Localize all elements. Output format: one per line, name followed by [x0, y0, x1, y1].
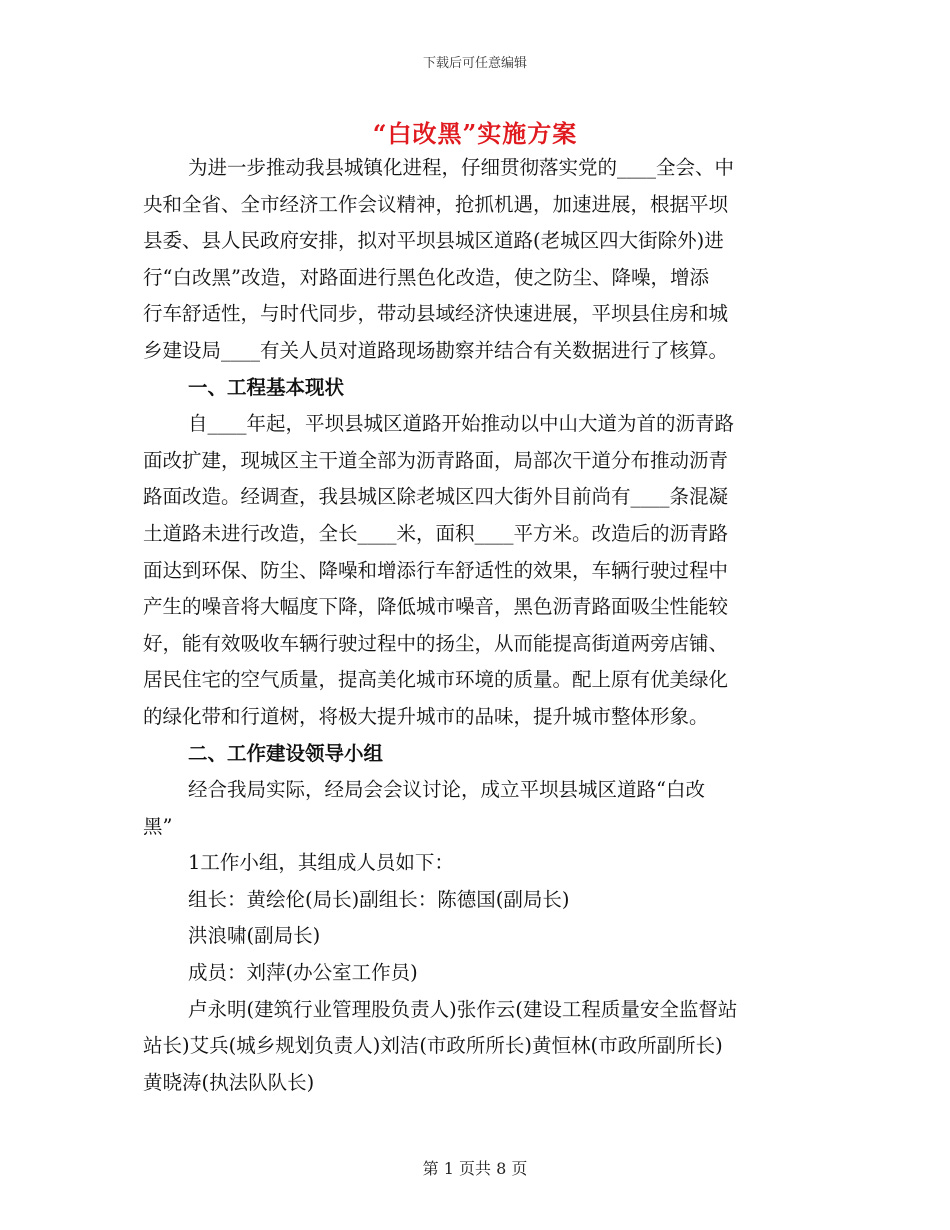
paragraph-line: 站长)艾兵(城乡规划负责人)刘洁(市政所所长)黄恒林(市政所副所长)	[143, 1034, 723, 1058]
paragraph-line: 央和全省、全市经济工作会议精神，抢抓机遇，加速进展，根据平坝	[143, 192, 729, 216]
paragraph-line: 路面改造。经调查，我县城区除老城区四大街外目前尚有____条混凝	[143, 485, 729, 509]
paragraph-line: 卢永明(建筑行业管理股负责人)张作云(建设工程质量安全监督站	[188, 997, 738, 1021]
paragraph-line: 1工作小组，其组成人员如下：	[188, 851, 454, 875]
paragraph-line: 黑”	[143, 814, 173, 838]
paragraph-line: 黄晓涛(执法队队长)	[143, 1070, 315, 1094]
document-body	[143, 150, 808, 1101]
section-heading: 二、工作建设领导小组	[188, 741, 384, 765]
paragraph-line: 好，能有效吸收车辆行驶过程中的扬尘，从而能提高街道两旁店铺、	[143, 631, 729, 655]
paragraph-line: 居民住宅的空气质量，提高美化城市环境的质量。配上原有优美绿化	[143, 668, 729, 692]
paragraph-line: 的绿化带和行道树，将极大提升城市的品味，提升城市整体形象。	[143, 704, 709, 728]
section-heading: 一、工程基本现状	[188, 375, 345, 399]
document-title: “白改黑”实施方案	[372, 119, 578, 148]
paragraph-line: 土道路未进行改造，全长____米，面积____平方米。改造后的沥青路	[143, 521, 729, 545]
paragraph-line: 成员：刘萍(办公室工作员)	[188, 961, 418, 985]
paragraph-line: 县委、县人民政府安排，拟对平坝县城区道路(老城区四大街除外)进	[143, 229, 724, 253]
page-footer: 第 1 页共 8 页	[422, 1159, 528, 1178]
paragraph-line: 行“白改黑”改造，对路面进行黑色化改造，使之防尘、降噪，增添	[143, 265, 709, 289]
paragraph-line: 经合我局实际，经局会会议讨论，成立平坝县城区道路“白改	[188, 778, 705, 802]
paragraph-line: 自____年起，平坝县城区道路开始推动以中山大道为首的沥青路	[188, 412, 735, 436]
paragraph-line: 组长：黄绘伦(局长)副组长：陈德国(副局长)	[188, 887, 570, 911]
paragraph-line: 行车舒适性，与时代同步，带动县域经济快速进展，平坝县住房和城	[143, 302, 729, 326]
paragraph-line: 为进一步推动我县城镇化进程，仔细贯彻落实党的____全会、中	[188, 156, 735, 179]
paragraph-line: 洪浪啸(副局长)	[188, 924, 321, 948]
paragraph-line: 产生的噪音将大幅度下降，降低城市噪音，黑色沥青路面吸尘性能较	[143, 595, 729, 619]
paragraph-line: 面改扩建，现城区主干道全部为沥青路面，局部次干道分布推动沥青	[143, 448, 729, 472]
page-header: 下载后可任意编辑	[422, 56, 527, 71]
paragraph-line: 乡建设局____有关人员对道路现场勘察并结合有关数据进行了核算。	[143, 338, 729, 362]
paragraph-line: 面达到环保、防尘、降噪和增添行车舒适性的效果，车辆行驶过程中	[143, 558, 729, 582]
